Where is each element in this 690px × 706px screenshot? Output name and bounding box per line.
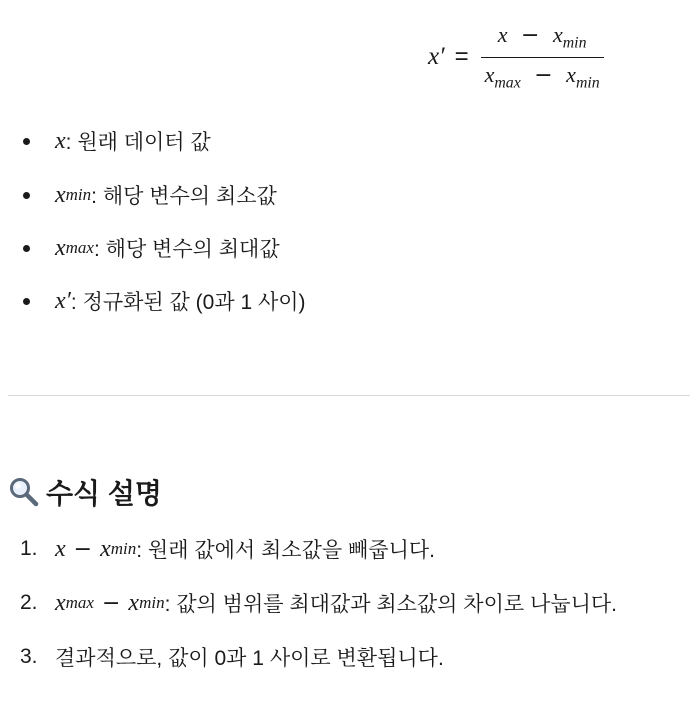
step-minus: − xyxy=(101,590,121,616)
section-divider xyxy=(8,395,690,396)
denominator-sub2: min xyxy=(575,74,600,92)
var-x: x xyxy=(55,181,66,208)
var-sub: max xyxy=(65,238,94,257)
numerator-sub: min xyxy=(562,34,587,52)
bullet-dot xyxy=(23,192,30,199)
numerator-minus: − xyxy=(521,23,540,48)
step-text: 결과적으로, 값이 0과 1 사이로 변환됩니다. xyxy=(55,647,444,670)
step-sub: min xyxy=(110,539,137,558)
formula-numerator xyxy=(494,22,591,57)
normalization-formula xyxy=(428,22,604,92)
step-number: 2. xyxy=(20,591,38,614)
step-x2: x xyxy=(128,589,140,616)
var-prime: ′ xyxy=(65,287,71,314)
step-x: x xyxy=(55,589,66,616)
formula-fraction xyxy=(481,22,604,92)
var-x: x xyxy=(55,234,66,261)
var-sub: min xyxy=(65,185,92,204)
step-x2: x xyxy=(100,535,111,562)
var-description: : 해당 변수의 최소값 xyxy=(91,185,277,208)
formula-denominator xyxy=(481,58,604,93)
formula-lhs: x′ xyxy=(428,43,445,71)
denominator-sub: max xyxy=(494,74,521,92)
var-description: : 해당 변수의 최대값 xyxy=(93,238,280,261)
step-x: x xyxy=(55,535,66,562)
section-heading xyxy=(8,472,162,512)
denominator-minus: − xyxy=(534,62,553,88)
step-minus: − xyxy=(73,536,93,562)
var-description: : 원래 데이터 값 xyxy=(65,131,211,154)
var-x: x xyxy=(55,127,66,154)
denominator-x2: x xyxy=(566,61,576,87)
var-x: x xyxy=(55,287,66,314)
bullet-dot xyxy=(23,245,30,252)
numerator-x: x xyxy=(497,22,508,47)
step-text: : 원래 값에서 최소값을 빼줍니다. xyxy=(136,539,435,562)
step-text: : 값의 범위를 최대값과 최소값의 차이로 나눕니다. xyxy=(164,593,617,616)
denominator-x: x xyxy=(484,61,495,87)
formula-equals: = xyxy=(454,43,469,71)
magnifier-icon xyxy=(8,476,40,508)
step-number: 3. xyxy=(20,645,38,668)
section-title: 수식 설명 xyxy=(46,478,162,509)
bullet-dot xyxy=(23,138,30,145)
numerator-x2: x xyxy=(552,22,563,47)
bullet-dot xyxy=(23,298,30,305)
step-number: 1. xyxy=(20,537,38,560)
step-sub: max xyxy=(65,593,94,612)
step-sub2: min xyxy=(139,593,165,612)
var-description: : 정규화된 값 (0과 1 사이) xyxy=(70,291,306,314)
